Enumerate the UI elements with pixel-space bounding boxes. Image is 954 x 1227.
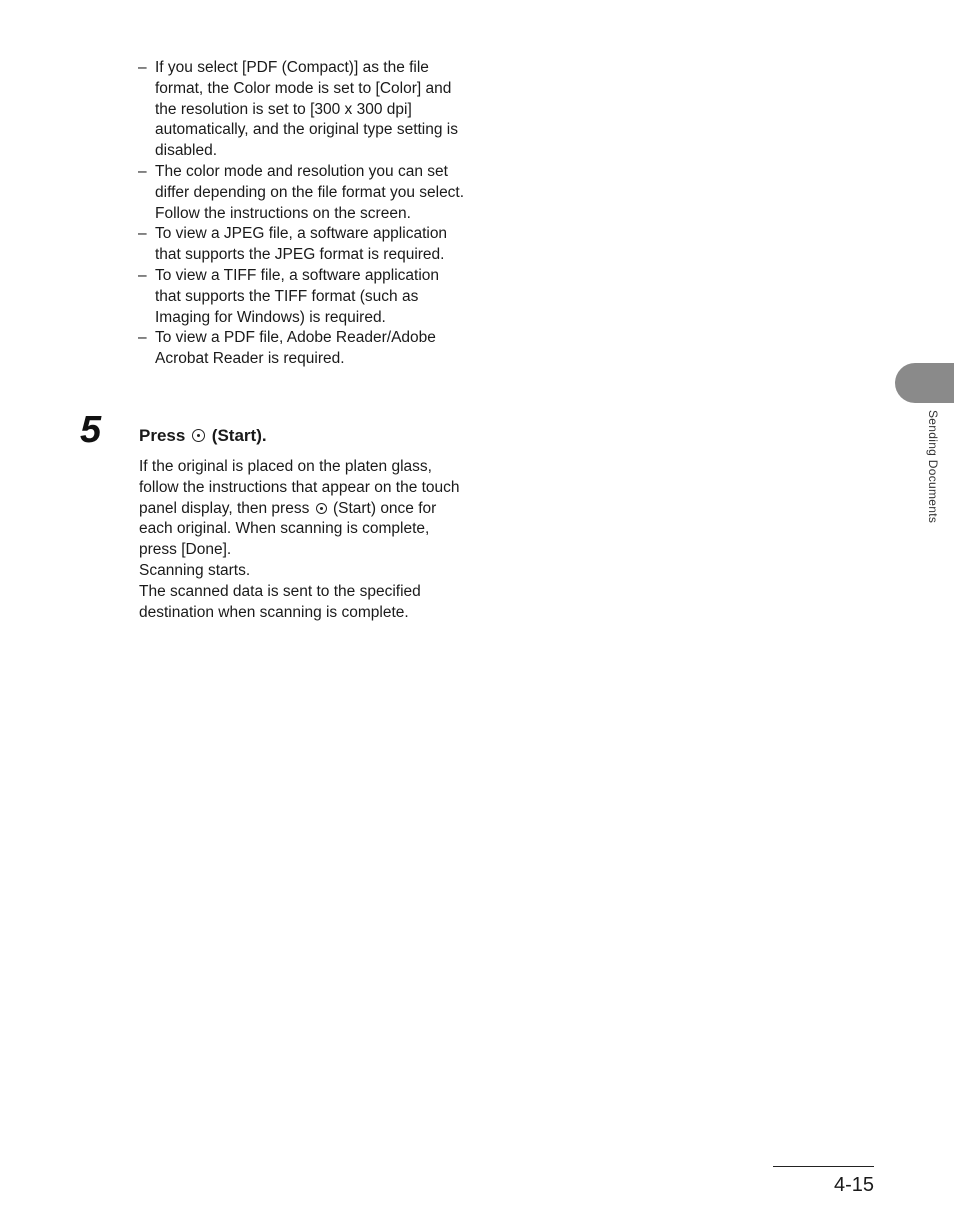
- start-button-icon: [192, 429, 205, 442]
- start-button-icon: [316, 503, 327, 514]
- footer-divider: [773, 1166, 874, 1167]
- note-item: [138, 58, 468, 162]
- dash-bullet: –: [138, 59, 147, 76]
- note-item: [138, 328, 468, 370]
- step-heading-suffix: (Start).: [211, 426, 267, 445]
- step-result-detail: The scanned data is sent to the specified destination when scanning is complete.: [139, 582, 421, 621]
- step-number: 5: [80, 409, 102, 451]
- dash-bullet: –: [138, 225, 147, 243]
- step-instruction-start: If the original is placed on the platen glass, follow the instructions that appear on the touch panel display, then press: [139, 458, 460, 517]
- chapter-tab-label: Sending Documents: [926, 410, 940, 524]
- step-instruction: [139, 457, 469, 561]
- note-item: [138, 266, 468, 328]
- page-number: 4-15: [833, 1174, 874, 1196]
- step-heading: [139, 425, 267, 447]
- note-text: If you select [PDF (Compact)] as the file format, the Color mode is set to [Color] and the resolution is set to [300 x 300 dpi] automatically, and the original type setting is disabled.: [155, 59, 458, 160]
- note-item: [138, 224, 468, 266]
- note-text: The color mode and resolution you can set differ depending on the file format you select. Follow the instructions on the screen.: [155, 162, 465, 222]
- note-text: To view a TIFF file, a software application that supports the TIFF format (such as Imaging for Windows) is required.: [155, 266, 440, 326]
- dash-bullet: –: [138, 266, 147, 284]
- note-text: To view a JPEG file, a software application that supports the JPEG format is required.: [155, 225, 448, 264]
- step-body: [139, 457, 469, 623]
- note-text: To view a PDF file, Adobe Reader/Adobe Acrobat Reader is required.: [155, 329, 436, 368]
- chapter-tab: [895, 363, 954, 403]
- dash-bullet: –: [138, 162, 147, 180]
- step-heading-prefix: Press: [139, 426, 186, 445]
- note-item: [138, 162, 468, 224]
- step-instruction-end: (Start) once for each original. When scanning is complete, press [Done].: [139, 499, 437, 559]
- dash-bullet: –: [138, 329, 147, 347]
- step-result: Scanning starts.: [139, 561, 251, 579]
- notes-list: [138, 58, 468, 370]
